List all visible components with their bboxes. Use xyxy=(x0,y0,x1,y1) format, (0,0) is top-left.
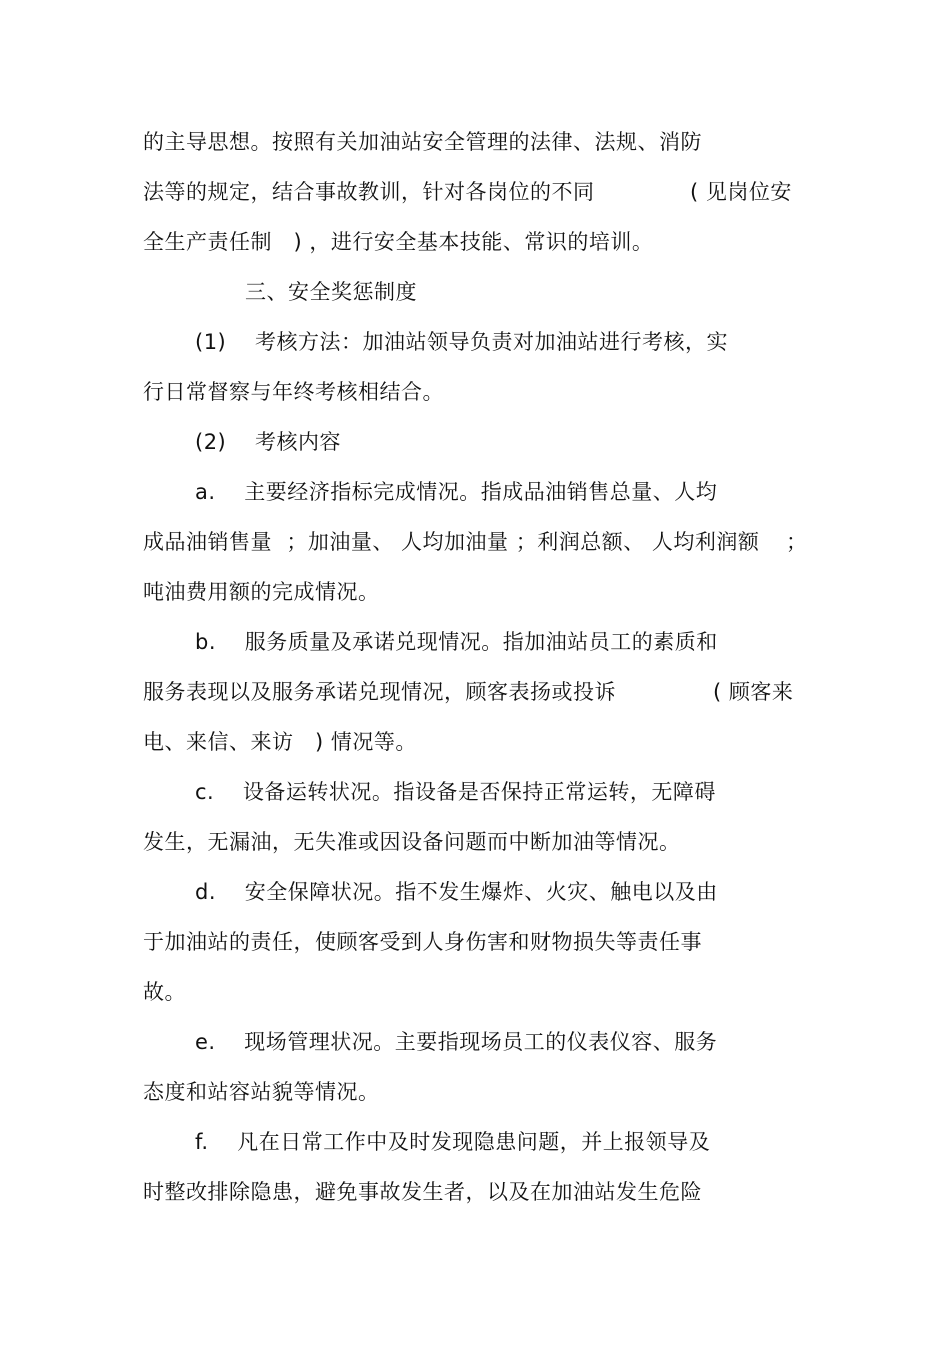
paragraph-line: 行日常督察与年终考核相结合。 xyxy=(143,380,444,404)
paragraph-line: 于加油站的责任，使顾客受到人身伤害和财物损失等责任事 xyxy=(143,930,702,954)
list-item-heading: (1) 考核方法：加油站领导负责对加油站进行考核，实 xyxy=(195,330,728,354)
paragraph-line: 的主导思想。按照有关加油站安全管理的法律、法规、消防 xyxy=(143,130,702,154)
list-item-heading: (2) 考核内容 xyxy=(195,430,341,454)
list-item-c: c. 设备运转状况。指设备是否保持正常运转，无障碍 xyxy=(195,780,716,804)
paragraph-line: ( 见岗位安 xyxy=(690,180,792,204)
paragraph-line: 服务表现以及服务承诺兑现情况，顾客表扬或投诉 xyxy=(143,680,616,704)
paragraph-line: 电、来信、来访 ) 情况等。 xyxy=(143,730,417,754)
list-item-f: f. 凡在日常工作中及时发现隐患问题，并上报领导及 xyxy=(195,1130,711,1154)
paragraph-line: 全生产责任制 ) ，进行安全基本技能、常识的培训。 xyxy=(143,230,654,254)
paragraph-line: ； xyxy=(786,530,808,554)
paragraph-line: ( 顾客来 xyxy=(713,680,794,704)
list-item-b: b. 服务质量及承诺兑现情况。指加油站员工的素质和 xyxy=(195,630,718,654)
paragraph-line: 时整改排除隐患，避免事故发生者，以及在加油站发生危险 xyxy=(143,1180,702,1204)
section-title: 三、安全奖惩制度 xyxy=(245,280,417,304)
paragraph-line: 发生，无漏油，无失准或因设备问题而中断加油等情况。 xyxy=(143,830,681,854)
paragraph-line: 吨油费用额的完成情况。 xyxy=(143,580,380,604)
paragraph-line: 法等的规定，结合事故教训，针对各岗位的不同 xyxy=(143,180,595,204)
paragraph-line: 故。 xyxy=(143,980,186,1004)
list-item-a: a. 主要经济指标完成情况。指成品油销售总量、人均 xyxy=(195,480,718,504)
list-item-d: d. 安全保障状况。指不发生爆炸、火灾、触电以及由 xyxy=(195,880,718,904)
paragraph-line: 态度和站容站貌等情况。 xyxy=(143,1080,380,1104)
list-item-e: e. 现场管理状况。主要指现场员工的仪表仪容、服务 xyxy=(195,1030,718,1054)
paragraph-line: 成品油销售量 ；加油量、 人均加油量 ；利润总额、 人均利润额 xyxy=(143,530,760,554)
